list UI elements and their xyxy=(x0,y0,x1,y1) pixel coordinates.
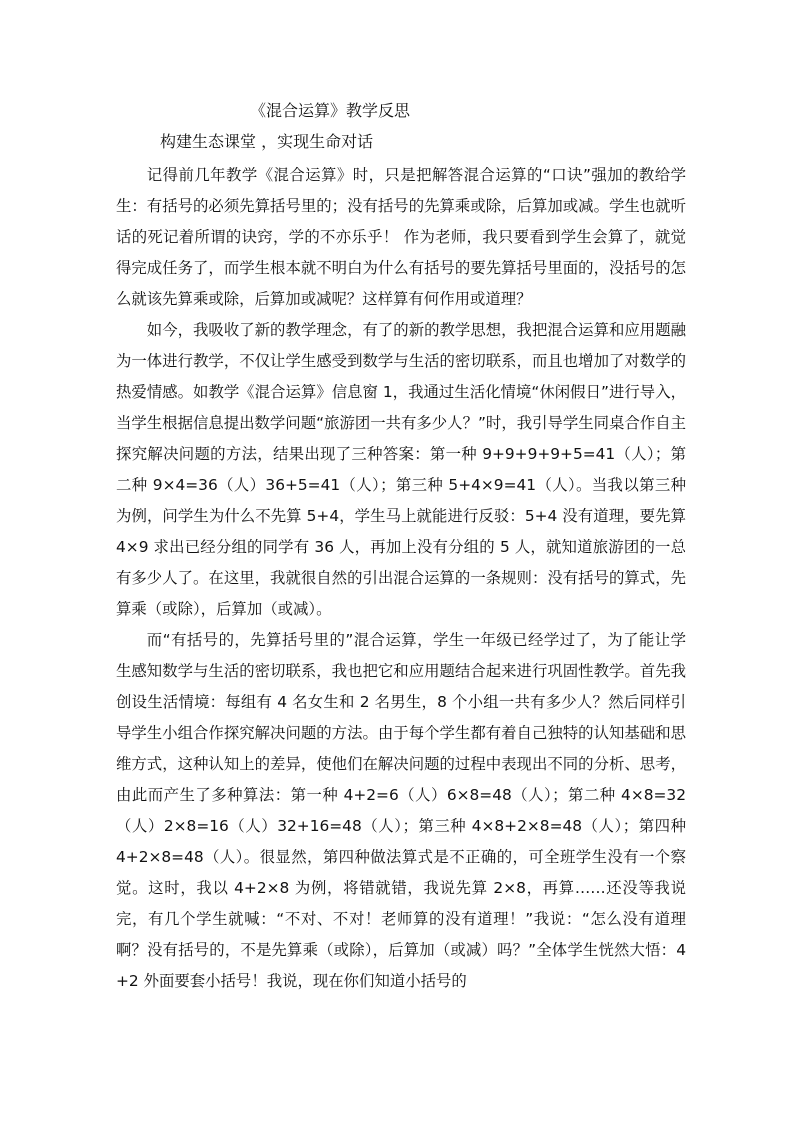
document-subtitle: 构建生态课堂 ，实现生命对话 xyxy=(160,132,374,151)
paragraph-1: 记得前几年教学《混合运算》时，只是把解答混合运算的“口诀”强加的教给学生：有括号的必须先算括号里的；没有括号的先算乘或除，后算加或减。学生也就听话的死记着所谓的诀窍，学的不亦乐乎！ 作为老师，我只要看到学生会算了，就觉得完成任务了，而学生根本就不明白为什么有括号的要先算括号里面的，没括号的怎么就该先算乘或除，后算加或减呢？这样算有何作用或道理？ xyxy=(116,166,686,308)
paragraph-2: 如今，我吸收了新的教学理念，有了的新的教学思想，我把混合运算和应用题融为一体进行教学，不仅让学生感受到数学与生活的密切联系，而且也增加了对数学的热爱情感。如教学《混合运算》信息窗 1，我通过生活化情境“休闲假日”进行导入，当学生根据信息提出数学问题“旅游团一共有多少人？”时，我引导学生同桌合作自主探究解决问题的方法，结果出现了三种答案：第一种 9+9+9+9+5=41（人）；第二种 9×4=36（人）36+5=41（人）；第三种 5+4×9=41（人）。当我以第三种为例，问学生为什么不先算 5+4，学生马上就能进行反驳：5+4 没有道理，要先算 4×9 求出已经分组的同学有 36 人，再加上没有分组的 5 人，就知道旅游团的一总有多少人了。在这里，我就很自然的引出混合运算的一条规则：没有括号的算式，先算乘（或除），后算加（或减）。 xyxy=(116,321,687,618)
paragraph-3: 而“有括号的，先算括号里的”混合运算，学生一年级已经学过了，为了能让学生感知数学与生活的密切联系，我也把它和应用题结合起来进行巩固性教学。首先我创设生活情境：每组有 4 名女生和 2 名男生，8 个小组一共有多少人？然后同样引导学生小组合作探究解决问题的方法。由于每个学生都有着自己独特的认知基础和思维方式，这种认知上的差异，使他们在解决问题的过程中表现出不同的分析、思考，由此而产生了多种算法：第一种 4+2=6（人）6×8=48（人）；第二种 4×8=32（人）2×8=16（人）32+16=48（人）；第三种 4×8+2×8=48（人）；第四种 4+2×8=48（人）。很显然，第四种做法算式是不正确的，可全班学生没有一个察觉。这时，我以 4+2×8 为例，将错就错，我说先算 2×8，再算……还没等我说完，有几个学生就喊：“不对、不对！老师算的没有道理！”我说：“怎么没有道理啊？没有括号的，不是先算乘（或除），后算加（或减）吗？”全体学生恍然大悟：4+2 外面要套小括号！我说，现在你们知道小括号的 xyxy=(116,631,686,990)
document-title: 《混合运算》教学反思 xyxy=(250,101,411,120)
document-body xyxy=(116,160,686,997)
